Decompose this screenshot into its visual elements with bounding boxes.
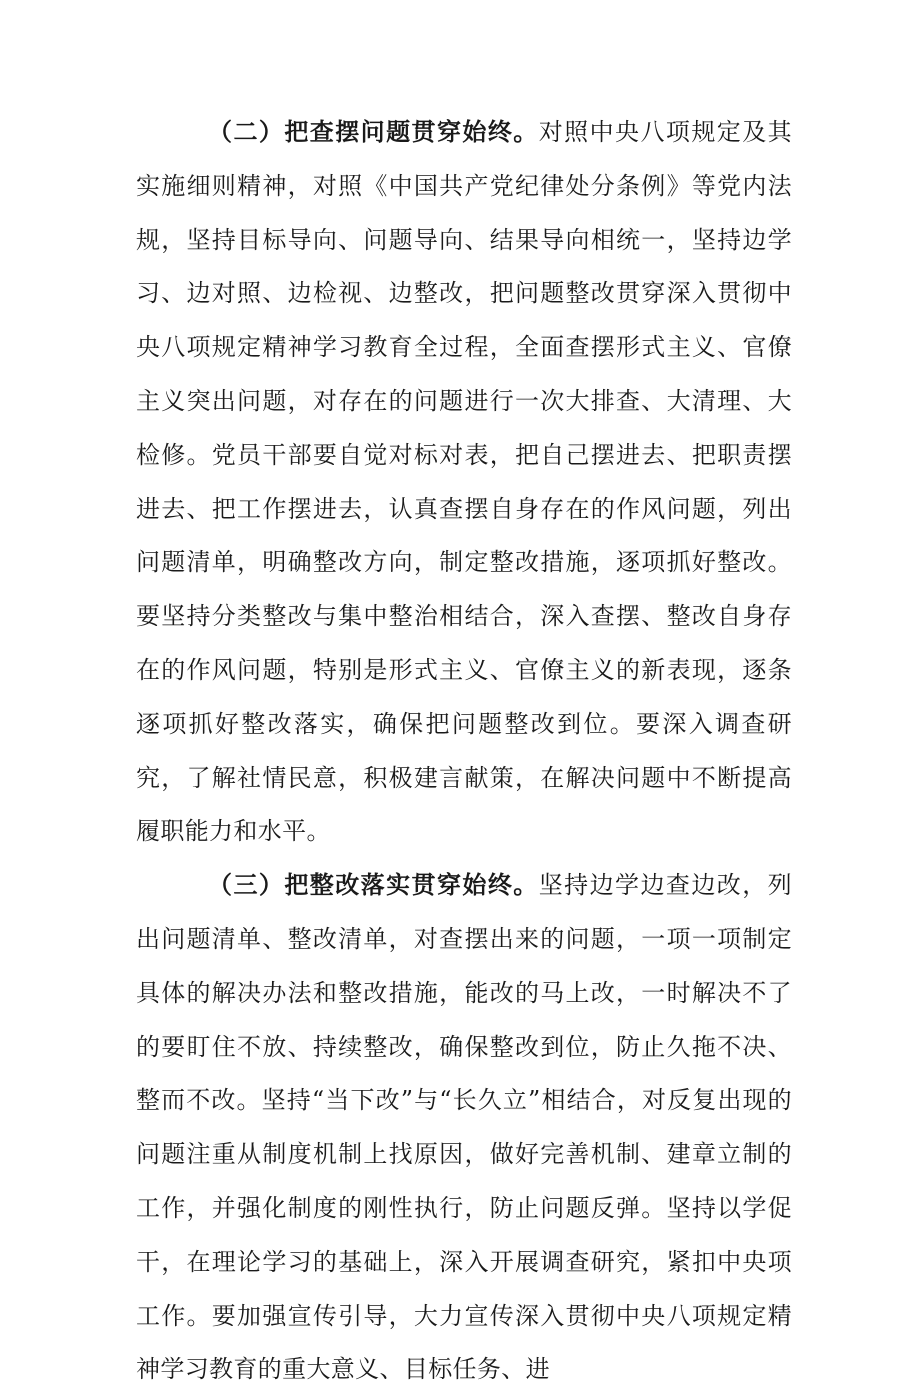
section-2-body: 对照中央八项规定及其实施细则精神，对照《中国共产党纪律处分条例》等党内法规，坚持目标导向、问题导向、结果导向相统一，坚持边学习、边对照、边检视、边整改，把问题整改贯穿深入贯彻中央八项规定精神学习教育全过程，全面查摆形式主义、官僚主义突出问题，对存在的问题进行一次大排查、大清理、大检修。党员干部要自觉对标对表，把自己摆进去、把职责摆进去、把工作摆进去，认真查摆自身存在的作风问题，列出问题清单，明确整改方向，制定整改措施，逐项抓好整改。要坚持分类整改与集中整治相结合，深入查摆、整改自身存在的作风问题，特别是形式主义、官僚主义的新表现，逐条逐项抓好整改落实，确保把问题整改到位。要深入调查研究，了解社情民意，积极建言献策，在解决问题中不断提高履职能力和水平。 [136,118,792,846]
section-2-paragraph [136,106,792,859]
section-2-heading: （二）把查摆问题贯穿始终。 [208,118,539,146]
section-3-paragraph [136,859,792,1397]
document-page [136,106,792,1397]
section-3-heading: （三）把整改落实贯穿始终。 [208,871,539,900]
section-3-body: 坚持边学边查边改，列出问题清单、整改清单，对查摆出来的问题，一项一项制定具体的解决办法和整改措施，能改的马上改，一时解决不了的要盯住不放、持续整改，确保整改到位，防止久拖不决、整而不改。坚持“当下改”与“长久立”相结合，对反复出现的问题注重从制度机制上找原因，做好完善机制、建章立制的工作，并强化制度的刚性执行，防止问题反弹。坚持以学促干，在理论学习的基础上，深入开展调查研究，紧扣中央项工作。要加强宣传引导，大力宣传深入贯彻中央八项规定精神学习教育的重大意义、目标任务、进 [136,871,792,1384]
